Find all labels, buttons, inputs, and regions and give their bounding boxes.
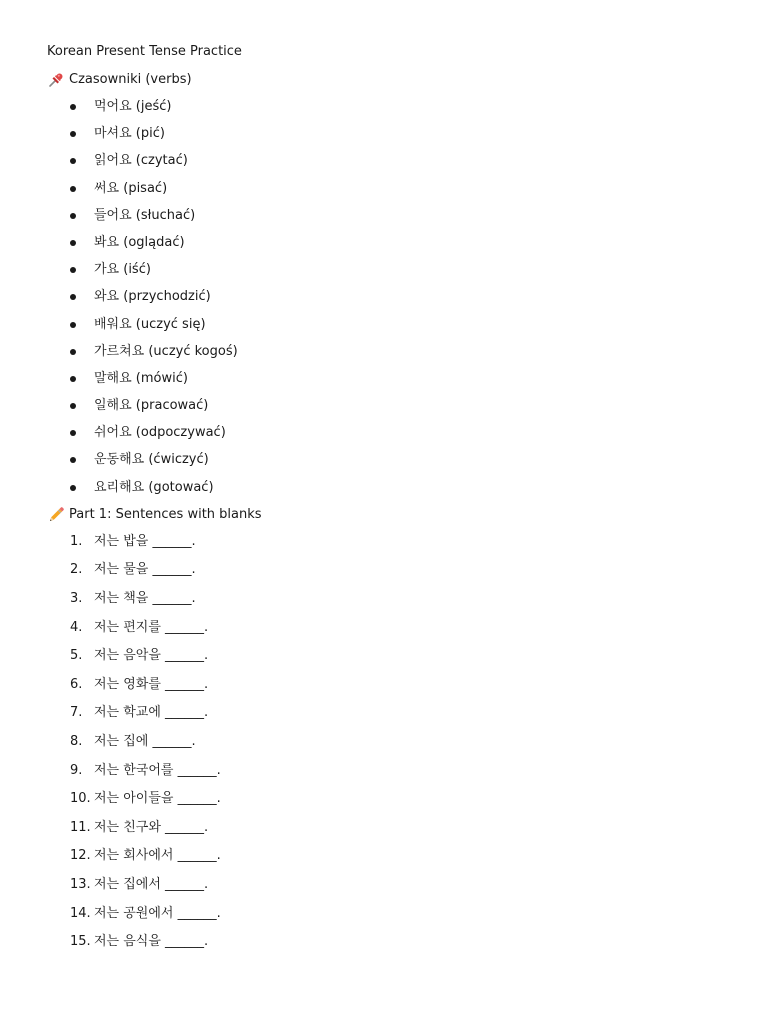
sentence-text: 저는 밥을 ______. <box>94 533 196 549</box>
sentence-text: 저는 공원에서 ______. <box>94 905 221 921</box>
verb-text: 쉬어요 (odpoczywać) <box>94 425 226 441</box>
sentence-text: 저는 한국어를 ______. <box>94 762 221 778</box>
bullet <box>70 457 76 463</box>
list-item <box>47 97 768 117</box>
list-item <box>47 287 768 307</box>
item-number: 1. <box>70 533 83 549</box>
bullet <box>70 131 76 137</box>
verb-text: 운동해요 (ćwiczyć) <box>94 452 209 468</box>
list-item <box>47 478 768 498</box>
bullet <box>70 158 76 164</box>
pushpin-icon <box>47 71 65 89</box>
bullet <box>70 267 76 273</box>
sentence-text: 저는 학교에 ______. <box>94 705 209 721</box>
list-item <box>47 369 768 389</box>
document-title: Korean Present Tense Practice <box>47 44 242 59</box>
bullet <box>70 240 76 246</box>
verb-text: 마셔요 (pić) <box>94 126 165 142</box>
item-number: 3. <box>70 591 83 606</box>
list-item <box>47 703 768 723</box>
bullet <box>70 186 76 192</box>
list-item <box>47 732 768 752</box>
list-item <box>47 124 768 144</box>
list-item <box>47 675 768 695</box>
sentence-text: 저는 음악을 ______. <box>94 648 209 664</box>
list-item <box>47 342 768 362</box>
sentence-text: 저는 음식을 ______. <box>94 934 209 950</box>
bullet <box>70 403 76 409</box>
list-item <box>47 789 768 809</box>
verb-text: 써요 (pisać) <box>94 180 168 196</box>
list-item <box>47 532 768 552</box>
item-number: 2. <box>70 562 83 578</box>
bullet <box>70 294 76 300</box>
list-item <box>47 396 768 416</box>
list-item <box>47 450 768 470</box>
sentence-text: 저는 책을 ______. <box>94 591 196 606</box>
sentence-text: 저는 물을 ______. <box>94 562 196 578</box>
bullet <box>70 430 76 436</box>
verb-text: 요리해요 (gotować) <box>94 479 214 495</box>
bullet <box>70 376 76 382</box>
verbs-heading <box>47 70 768 90</box>
verb-text: 말해요 (mówić) <box>94 370 188 386</box>
sentence-text: 저는 영화를 ______. <box>94 676 209 692</box>
verb-text: 가요 (iść) <box>94 262 151 278</box>
verb-text: 와요 (przychodzić) <box>94 289 211 305</box>
verb-text: 배워요 (uczyć się) <box>94 316 206 332</box>
item-number: 8. <box>70 733 83 749</box>
verb-list <box>47 97 768 498</box>
list-item <box>47 818 768 838</box>
verb-text: 먹어요 (jeść) <box>94 99 172 114</box>
sentence-list <box>47 532 768 952</box>
list-item <box>47 904 768 924</box>
item-number: 10. <box>70 791 91 807</box>
list-item <box>47 315 768 335</box>
bullet <box>70 104 76 110</box>
list-item <box>47 423 768 443</box>
pencil-icon <box>47 506 65 524</box>
list-item <box>47 761 768 781</box>
item-number: 15. <box>70 934 91 950</box>
item-number: 4. <box>70 619 83 635</box>
part1-heading-label: Part 1: Sentences with blanks <box>69 506 262 522</box>
list-item <box>47 846 768 866</box>
bullet <box>70 349 76 355</box>
sentence-text: 저는 회사에서 ______. <box>94 848 221 864</box>
list-item <box>47 151 768 171</box>
item-number: 11. <box>70 819 91 835</box>
verbs-heading-label: Czasowniki (verbs) <box>69 72 192 87</box>
item-number: 13. <box>70 876 91 892</box>
sentence-text: 저는 집에 ______. <box>94 733 196 749</box>
bullet <box>70 485 76 491</box>
list-item <box>47 179 768 199</box>
verb-text: 일해요 (pracować) <box>94 398 209 414</box>
verb-text: 가르쳐요 (uczyć kogoś) <box>94 343 238 359</box>
list-item <box>47 875 768 895</box>
verb-text: 읽어요 (czytać) <box>94 153 188 169</box>
sentence-text: 저는 친구와 ______. <box>94 819 209 835</box>
sentence-text: 저는 집에서 ______. <box>94 876 209 892</box>
bullet <box>70 322 76 328</box>
sentence-text: 저는 편지를 ______. <box>94 619 209 635</box>
list-item <box>47 233 768 253</box>
item-number: 9. <box>70 762 83 778</box>
list-item <box>47 932 768 952</box>
item-number: 5. <box>70 648 83 664</box>
item-number: 12. <box>70 848 91 864</box>
verb-text: 봐요 (oglądać) <box>94 234 185 250</box>
item-number: 6. <box>70 676 83 692</box>
list-item <box>47 560 768 580</box>
sentence-text: 저는 아이들을 ______. <box>94 791 221 807</box>
list-item <box>47 646 768 666</box>
list-item <box>47 618 768 638</box>
verb-text: 들어요 (słuchać) <box>94 207 196 223</box>
item-number: 7. <box>70 705 83 721</box>
list-item <box>47 589 768 609</box>
part1-heading <box>47 505 768 525</box>
item-number: 14. <box>70 905 91 921</box>
list-item <box>47 206 768 226</box>
bullet <box>70 213 76 219</box>
list-item <box>47 260 768 280</box>
